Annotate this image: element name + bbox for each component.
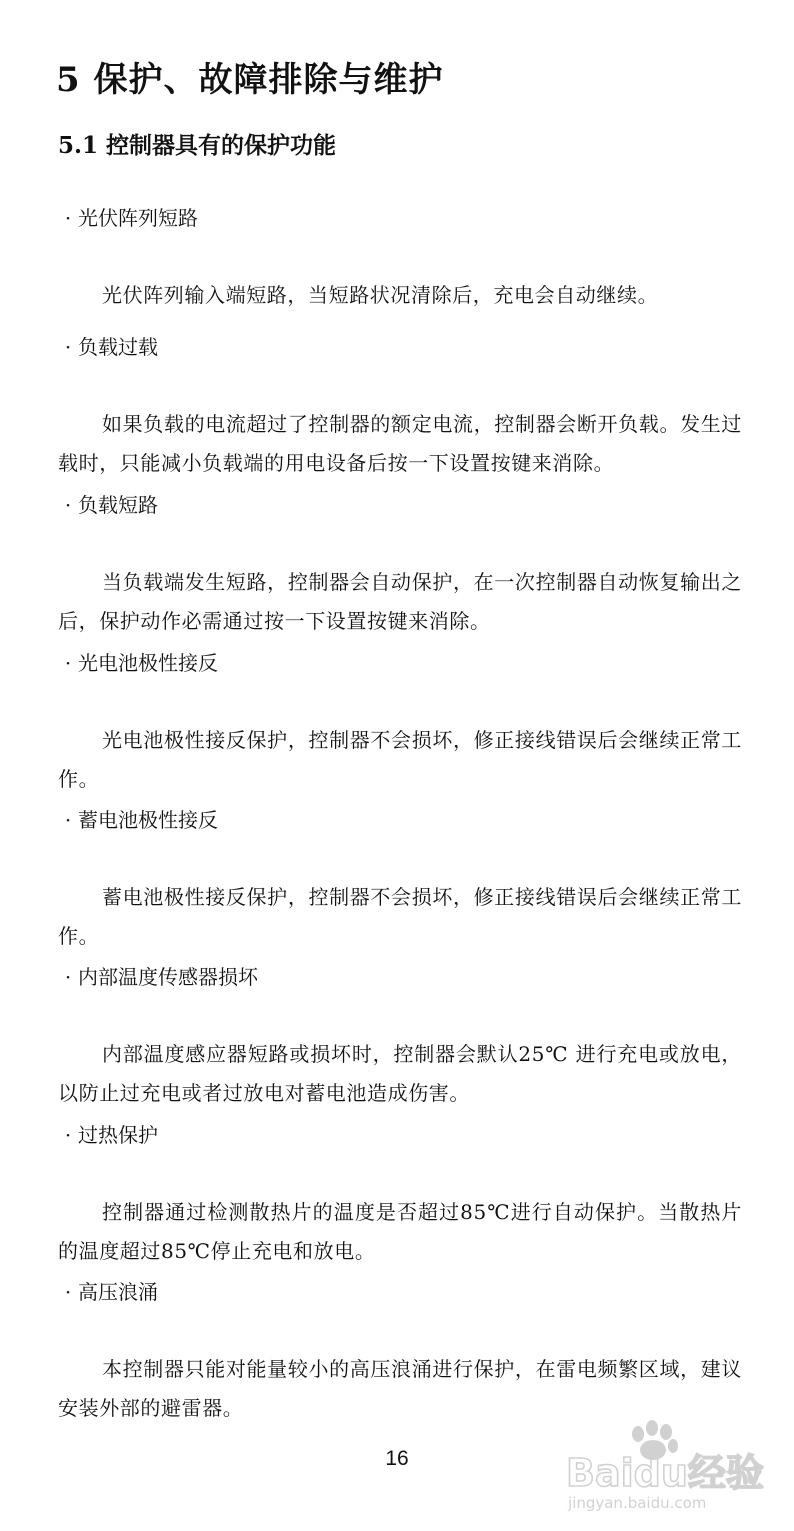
watermark-url-text: jingyan.baidu.com xyxy=(568,1494,707,1512)
page-number: 16 xyxy=(385,1447,409,1470)
bullet-icon: · xyxy=(64,965,72,989)
item-body: 本控制器只能对能量较小的高压浪涌进行保护，在雷电频繁区域，建议安装外部的避雷器。 xyxy=(58,1357,742,1420)
item-heading xyxy=(58,963,742,991)
bullet-icon: · xyxy=(64,651,72,675)
item-body: 光电池极性接反保护，控制器不会损坏，修正接线错误后会继续正常工作。 xyxy=(58,728,742,791)
bullet-icon: · xyxy=(64,335,72,359)
watermark-brand-text: Baidu经验 xyxy=(566,1451,764,1495)
item-heading-text: 内部温度传感器损坏 xyxy=(78,965,258,989)
protection-item-temp-sensor-failure xyxy=(58,963,742,1113)
item-heading-text: 蓄电池极性接反 xyxy=(78,808,218,832)
protection-item-pv-short-circuit xyxy=(58,204,742,315)
bullet-icon: · xyxy=(64,206,72,230)
item-body: 控制器通过检测散热片的温度是否超过85℃进行自动保护。当散热片的温度超过85℃停止充电和放电。 xyxy=(58,1200,742,1263)
protection-item-load-short-circuit xyxy=(58,491,742,641)
item-body: 蓄电池极性接反保护，控制器不会损坏，修正接线错误后会继续正常工作。 xyxy=(58,885,742,948)
watermark-logo-icon xyxy=(560,1408,780,1518)
protection-item-overheat xyxy=(58,1121,742,1271)
item-heading xyxy=(58,1278,742,1306)
bullet-icon: · xyxy=(64,1280,72,1304)
item-heading-text: 过热保护 xyxy=(78,1123,158,1147)
bullet-icon: · xyxy=(64,493,72,517)
bullet-icon: · xyxy=(64,808,72,832)
item-heading xyxy=(58,491,742,519)
item-heading-text: 光电池极性接反 xyxy=(78,651,218,675)
item-heading xyxy=(58,204,742,232)
item-body: 内部温度感应器短路或损坏时，控制器会默认25℃ 进行充电或放电，以防止过充电或者过放电对蓄电池造成伤害。 xyxy=(58,1042,742,1105)
item-heading xyxy=(58,649,742,677)
protection-item-load-overload xyxy=(58,333,742,483)
protection-item-battery-reverse-polarity xyxy=(58,806,742,956)
item-heading-text: 光伏阵列短路 xyxy=(78,206,198,230)
item-body: 当负载端发生短路，控制器会自动保护，在一次控制器自动恢复输出之后，保护动作必需通过按一下设置按键来消除。 xyxy=(58,570,742,633)
baidu-jingyan-watermark xyxy=(560,1408,780,1518)
item-heading xyxy=(58,1121,742,1149)
section-title: 5.1 控制器具有的保护功能 xyxy=(58,132,337,159)
item-heading xyxy=(58,333,742,361)
bullet-icon: · xyxy=(64,1123,72,1147)
item-heading-text: 高压浪涌 xyxy=(78,1280,158,1304)
item-body: 如果负载的电流超过了控制器的额定电流，控制器会断开负载。发生过载时，只能减小负载端的用电设备后按一下设置按键来消除。 xyxy=(58,412,742,475)
protection-item-surge xyxy=(58,1278,742,1428)
item-body: 光伏阵列输入端短路，当短路状况清除后，充电会自动继续。 xyxy=(102,283,659,307)
chapter-title: 5 保护、故障排除与维护 xyxy=(56,60,444,100)
item-heading-text: 负载短路 xyxy=(78,493,158,517)
item-heading xyxy=(58,806,742,834)
protection-item-pv-reverse-polarity xyxy=(58,649,742,799)
item-heading-text: 负载过载 xyxy=(78,335,158,359)
